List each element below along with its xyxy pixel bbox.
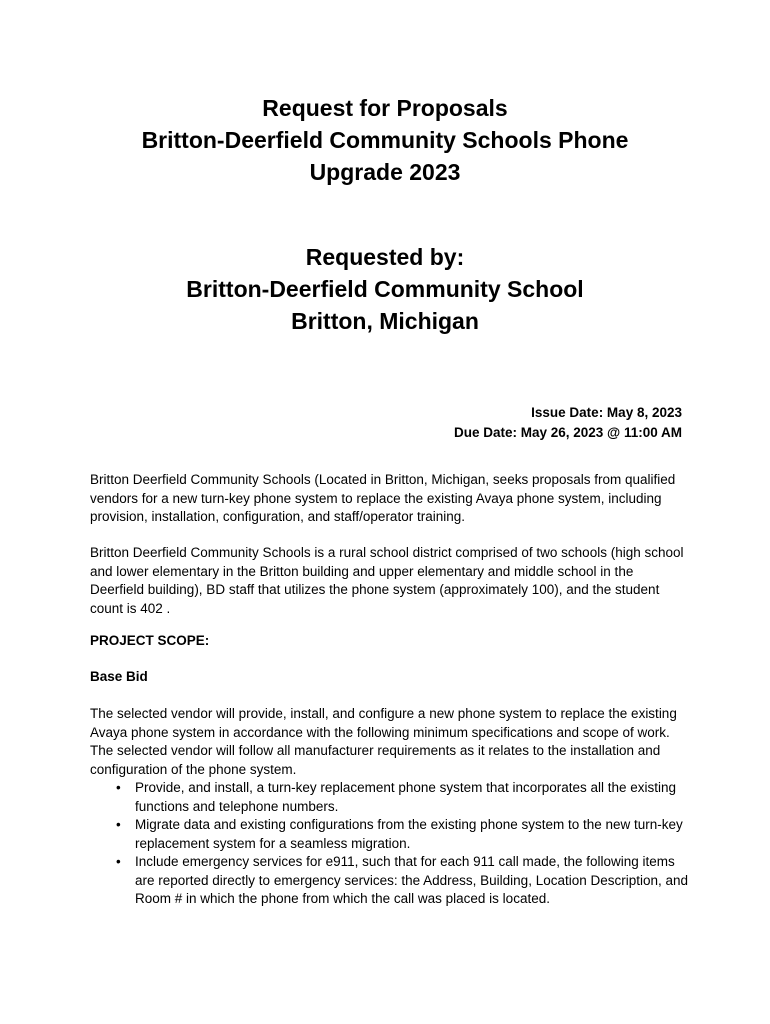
- scope-paragraph: [90, 705, 690, 909]
- title-line-3: Upgrade 2023: [309, 159, 461, 185]
- list-item: • Include emergency services for e911, such that for each 911 call made, the following items are reported directly to emergency services: the Address, Building, Location Description, and Room # in which the phone from which the call was placed is located.: [90, 853, 690, 909]
- due-date: Due Date: May 26, 2023 @ 11:00 AM: [453, 425, 682, 440]
- scope-paragraph-text: The selected vendor will provide, install, and configure a new phone system to replace the existing Avaya phone system in accordance with the following minimum specifications and scope of work. The selected vendor will follow all manufacturer requirements as it relates to the installation and configuration of the phone system.: [90, 706, 677, 777]
- requested-by-label: Requested by:: [305, 244, 465, 270]
- project-scope-heading: PROJECT SCOPE:: [90, 633, 210, 648]
- list-item: • Provide, and install, a turn-key replacement phone system that incorporates all the existing functions and telephone numbers.: [90, 779, 690, 816]
- base-bid-heading: Base Bid: [90, 669, 148, 684]
- intro-paragraph: [90, 471, 690, 527]
- document-title: [60, 92, 710, 188]
- requester-location: Britton, Michigan: [291, 308, 479, 334]
- issue-date: Issue Date: May 8, 2023: [531, 405, 682, 420]
- list-item: • Migrate data and existing configurations from the existing phone system to the new turn-key replacement system for a seamless migration.: [90, 816, 690, 853]
- dates-block: [454, 403, 682, 443]
- district-paragraph-text: Britton Deerfield Community Schools is a rural school district comprised of two schools (high school and lower elementary in the Britton building and upper elementary and middle school in the Deerfield building), BD staff that utilizes the phone system (approximately 100), and the student count is 402 .: [90, 545, 684, 616]
- scope-bullet-list: [90, 779, 690, 909]
- district-paragraph: [90, 544, 690, 618]
- title-line-1: Request for Proposals: [262, 95, 508, 121]
- title-line-2: Britton-Deerfield Community Schools Phone: [141, 127, 629, 153]
- requester-name: Britton-Deerfield Community School: [186, 276, 584, 302]
- intro-paragraph-text: Britton Deerfield Community Schools (Located in Britton, Michigan, seeks proposals from qualified vendors for a new turn-key phone system to replace the existing Avaya phone system, including provision, installation, configuration, and staff/operator training.: [90, 472, 676, 524]
- requested-by-block: [60, 241, 710, 337]
